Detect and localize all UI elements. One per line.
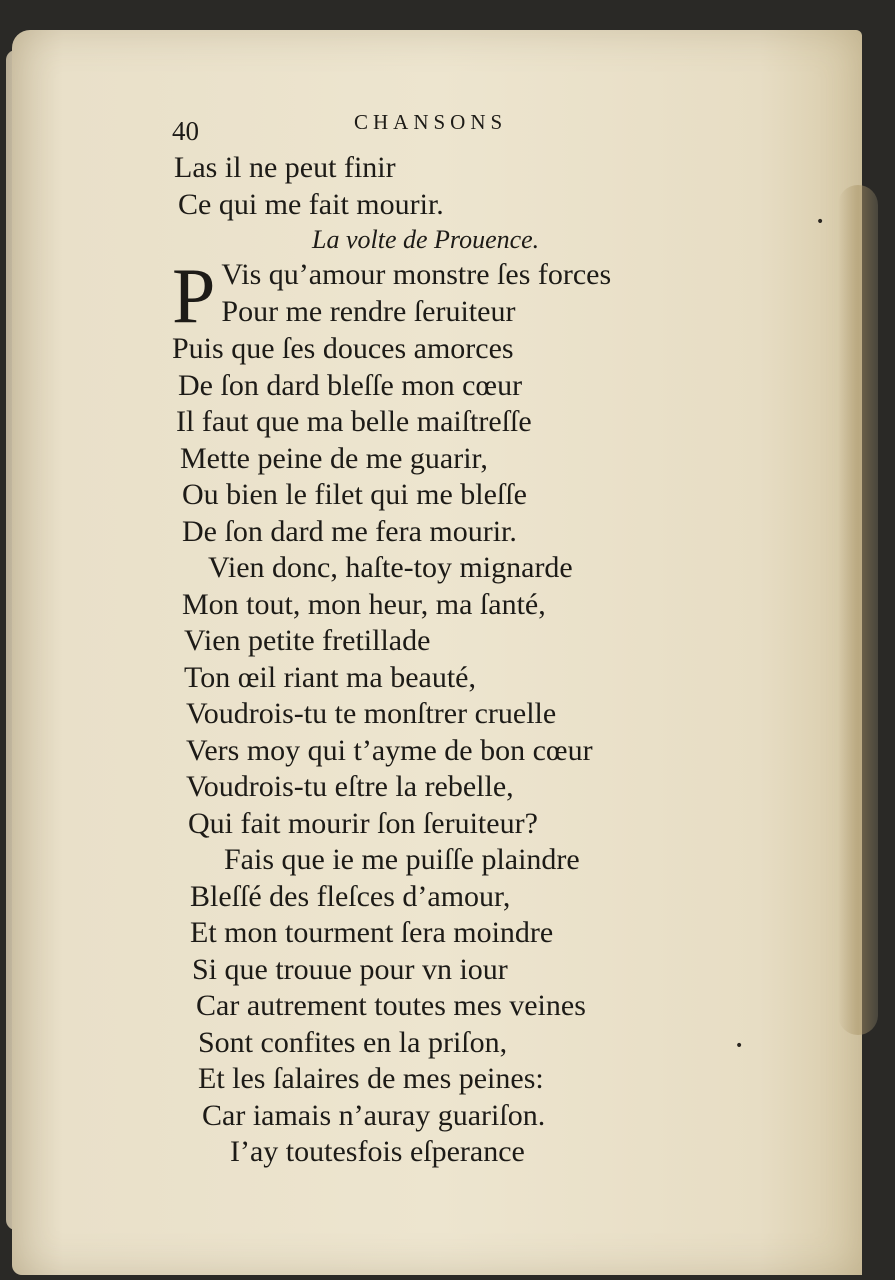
verse-line: Ou bien le filet qui me bleſſe xyxy=(182,478,527,511)
verse-line: De ſon dard me fera mourir. xyxy=(182,514,517,548)
song-title: La volte de Prouence. xyxy=(312,225,540,254)
verse-line: Qui fait mourir ſon ſeruiteur? xyxy=(188,806,538,840)
verse-line: Vien petite fretillade xyxy=(184,624,431,657)
verse-line: Car iamais n’auray guariſon. xyxy=(202,1098,546,1132)
verse-line: Vis qu’amour monstre ſes forces xyxy=(221,258,612,291)
dropcap-stanza-opening xyxy=(172,252,732,339)
verse-line: De ſon dard bleſſe mon cœur xyxy=(178,368,523,402)
verse-line: Et mon tourment ſera moindre xyxy=(190,916,554,949)
verse-line: Puis que ſes douces amorces xyxy=(172,332,514,365)
verse-line: Car autrement toutes mes veines xyxy=(196,989,586,1022)
ink-speck: • xyxy=(735,1038,744,1054)
verse-line: Vers moy qui t’ayme de bon cœur xyxy=(186,733,593,767)
ink-speck: • xyxy=(816,214,825,230)
page-fold-shadow xyxy=(838,185,878,1035)
page-number: 40 xyxy=(172,116,199,146)
verse-line: I’ay toutesfois eſperance xyxy=(230,1135,525,1168)
page-header xyxy=(172,110,732,150)
verse-line: Ton œil riant ma beauté, xyxy=(184,660,476,694)
verse-line: Sont confites en la priſon, xyxy=(198,1025,508,1059)
verse-line: Si que trouue pour vn iour xyxy=(192,952,508,986)
verse-line: Las il ne peut finir xyxy=(174,151,396,184)
running-head: CHANSONS xyxy=(354,110,508,134)
verse-line: Il faut que ma belle maiſtreſſe xyxy=(176,405,532,438)
verse-line: Voudrois-tu eſtre la rebelle, xyxy=(186,770,514,803)
verse-line: Bleſſé des fleſces d’amour, xyxy=(190,879,511,913)
verse-line: Pour me rendre ſeruiteur xyxy=(221,294,516,328)
page-text xyxy=(172,110,732,1171)
verse-line: Et les ſalaires de mes peines: xyxy=(198,1062,544,1095)
verse-line: Mette peine de me guarir, xyxy=(180,441,488,475)
verse-line: Voudrois-tu te monſtrer cruelle xyxy=(186,697,557,730)
verse-line: Vien donc, haſte-toy mignarde xyxy=(208,551,573,584)
dropcap-letter: P xyxy=(172,252,216,339)
verse-line: Fais que ie me puiſſe plaindre xyxy=(224,843,580,876)
verse-line: Ce qui me fait mourir. xyxy=(178,187,444,221)
verse-line: Mon tout, mon heur, ma ſanté, xyxy=(182,587,546,621)
